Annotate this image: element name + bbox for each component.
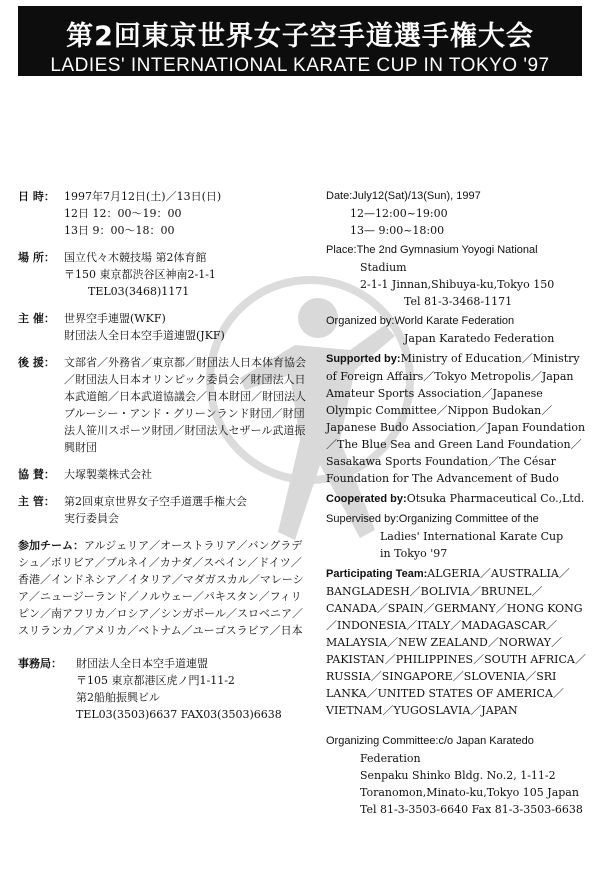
en-participating-label: Participating Team: [326,568,428,580]
date-label: 日 時： [18,190,55,203]
place-line: 国立代々木競技場 第2体育館 [64,251,207,264]
date-section [18,188,308,239]
en-committee-section [326,733,588,818]
office-line: 〒105 東京都港区虎ノ門1-11-2 [76,674,235,687]
organizer-line: 財団法人全日本空手道連盟(JKF) [64,329,225,342]
en-supported-text: Ministry of Education／Ministry of Foreign Affairs／Tokyo Metropolis／Japan Amateur Sports Association／Japanese Olympic Committee／Nippon Budokan／Japanese Budo Association／Japan Foundation／The Blue Sea and Green Land Foundation／Sasakawa Sports Foundation／The César Foundation for The Advancement of Budo [326,352,586,485]
en-supervised-section [326,511,588,562]
en-committee-line: Organizing Committee:c/o Japan Karatedo [326,735,534,747]
office-section [18,655,308,723]
office-line: 第2船舶振興ビル [76,691,160,704]
place-line: TEL03(3468)1171 [88,285,190,298]
en-committee-line: Federation [360,752,421,765]
place-section [18,249,308,300]
en-supervised-line: Ladies' International Karate Cup [380,530,564,543]
place-line: 〒150 東京都渋谷区神南2-1-1 [64,268,216,281]
en-date-section [326,188,588,239]
supervision-line: 第2回東京世界女子空手道選手権大会 [64,495,247,508]
office-label: 事務局： [18,657,62,670]
en-participating-text: ALGERIA／AUSTRALIA／BANGLADESH／BOLIVIA／BRUNEL／CANADA／SPAIN／GERMANY／HONG KONG／INDONESIA／ITALY／MADAGASCAR／MALAYSIA／NEW ZEALAND／NORWAY／PAKISTAN／PHILIPPINES／SOUTH AFRICA／RUSSIA／SINGAPORE／SLOVENIA／SRI LANKA／UNITED STATES OF AMERICA／VIETNAM／YUGOSLAVIA／JAPAN [326,567,586,717]
date-line: 12日 12：00〜19：00 [64,207,182,220]
en-place-section [326,242,588,310]
en-cooperated-label: Cooperated by: [326,493,407,505]
en-date-line: 13— 9:00~18:00 [350,224,445,237]
place-label: 場 所： [18,251,55,264]
en-date-line: Date:July12(Sat)/13(Sun), 1997 [326,190,481,202]
title-english: LADIES' INTERNATIONAL KARATE CUP IN TOKYO '97 [50,55,550,76]
en-committee-line: Toranomon,Minato-ku,Tokyo 105 Japan [360,786,579,799]
en-place-line: 2-1-1 Jinnan,Shibuya-ku,Tokyo 150 [360,278,555,291]
date-line: 1997年7月12日(土)／13日(日) [64,190,222,203]
en-date-line: 12—12:00~19:00 [350,207,448,220]
en-organized-section [326,313,588,347]
en-place-line: Place:The 2nd Gymnasium Yoyogi National [326,244,538,256]
date-line: 13日 9：00〜18：00 [64,224,175,237]
organizer-label: 主 催： [18,312,55,325]
en-organized-line: Japan Karatedo Federation [404,332,555,345]
en-organized-line: Organized by:World Karate Federation [326,315,515,327]
en-supervised-line: in Tokyo '97 [380,547,448,560]
supervision-section [18,493,308,527]
en-cooperated-section [326,490,588,508]
office-line: TEL03(3503)6637 FAX03(3503)6638 [76,708,282,721]
cooperation-section [18,466,308,483]
teams-label: 参加チーム： [18,539,84,552]
english-column [326,188,588,818]
support-text: 文部省／外務省／東京都／財団法人日本体育協会／財団法人日本オリンピック委員会／財団法人日本武道館／日本武道協議会／日本財団／財団法人ブルーシー・アンド・グリーンランド財団／財団法人笹川スポーツ財団／財団法人セザール武道振興財団 [64,356,306,454]
teams-section [18,537,308,639]
supervision-label: 主 管： [18,495,55,508]
en-place-line: Stadium [360,261,407,274]
organizer-line: 世界空手連盟(WKF) [64,312,166,325]
en-supported-label: Supported by: [326,353,401,365]
support-label: 後 援： [18,356,55,369]
cooperation-label: 協 賛： [18,468,55,481]
en-supported-section [326,350,588,487]
japanese-column [18,188,308,723]
cooperation-line: 大塚製薬株式会社 [64,468,152,481]
organizer-section [18,310,308,344]
en-cooperated-text: Otsuka Pharmaceutical Co.,Ltd. [406,492,585,505]
teams-text: アルジェリア／オーストラリア／バングラデシュ／ボリビア／ブルネイ／カナダ／スペイン／ドイツ／香港／インドネシア／イタリア／マダガスカル／マレーシア／ニュージーランド／ノルウェー／パキスタン／フィリピン／南アフリカ／ロシア／シンガポール／スロベニア／スリランカ／アメリカ／ベトナム／ユーゴスラビア／日本 [18,539,304,637]
title-banner [18,6,582,76]
en-participating-section [326,565,588,719]
supervision-line: 実行委員会 [64,512,119,525]
title-japanese: 第2回東京世界女子空手道選手権大会 [66,21,534,52]
en-supervised-line: Supervised by:Organizing Committee of the [326,513,539,525]
en-committee-line: Senpaku Shinko Bldg. No.2, 1-11-2 [360,769,556,782]
office-line: 財団法人全日本空手道連盟 [76,657,208,670]
en-committee-line: Tel 81-3-3503-6640 Fax 81-3-3503-6638 [360,803,583,816]
en-place-line: Tel 81-3-3468-1171 [404,295,513,308]
support-section [18,354,308,456]
